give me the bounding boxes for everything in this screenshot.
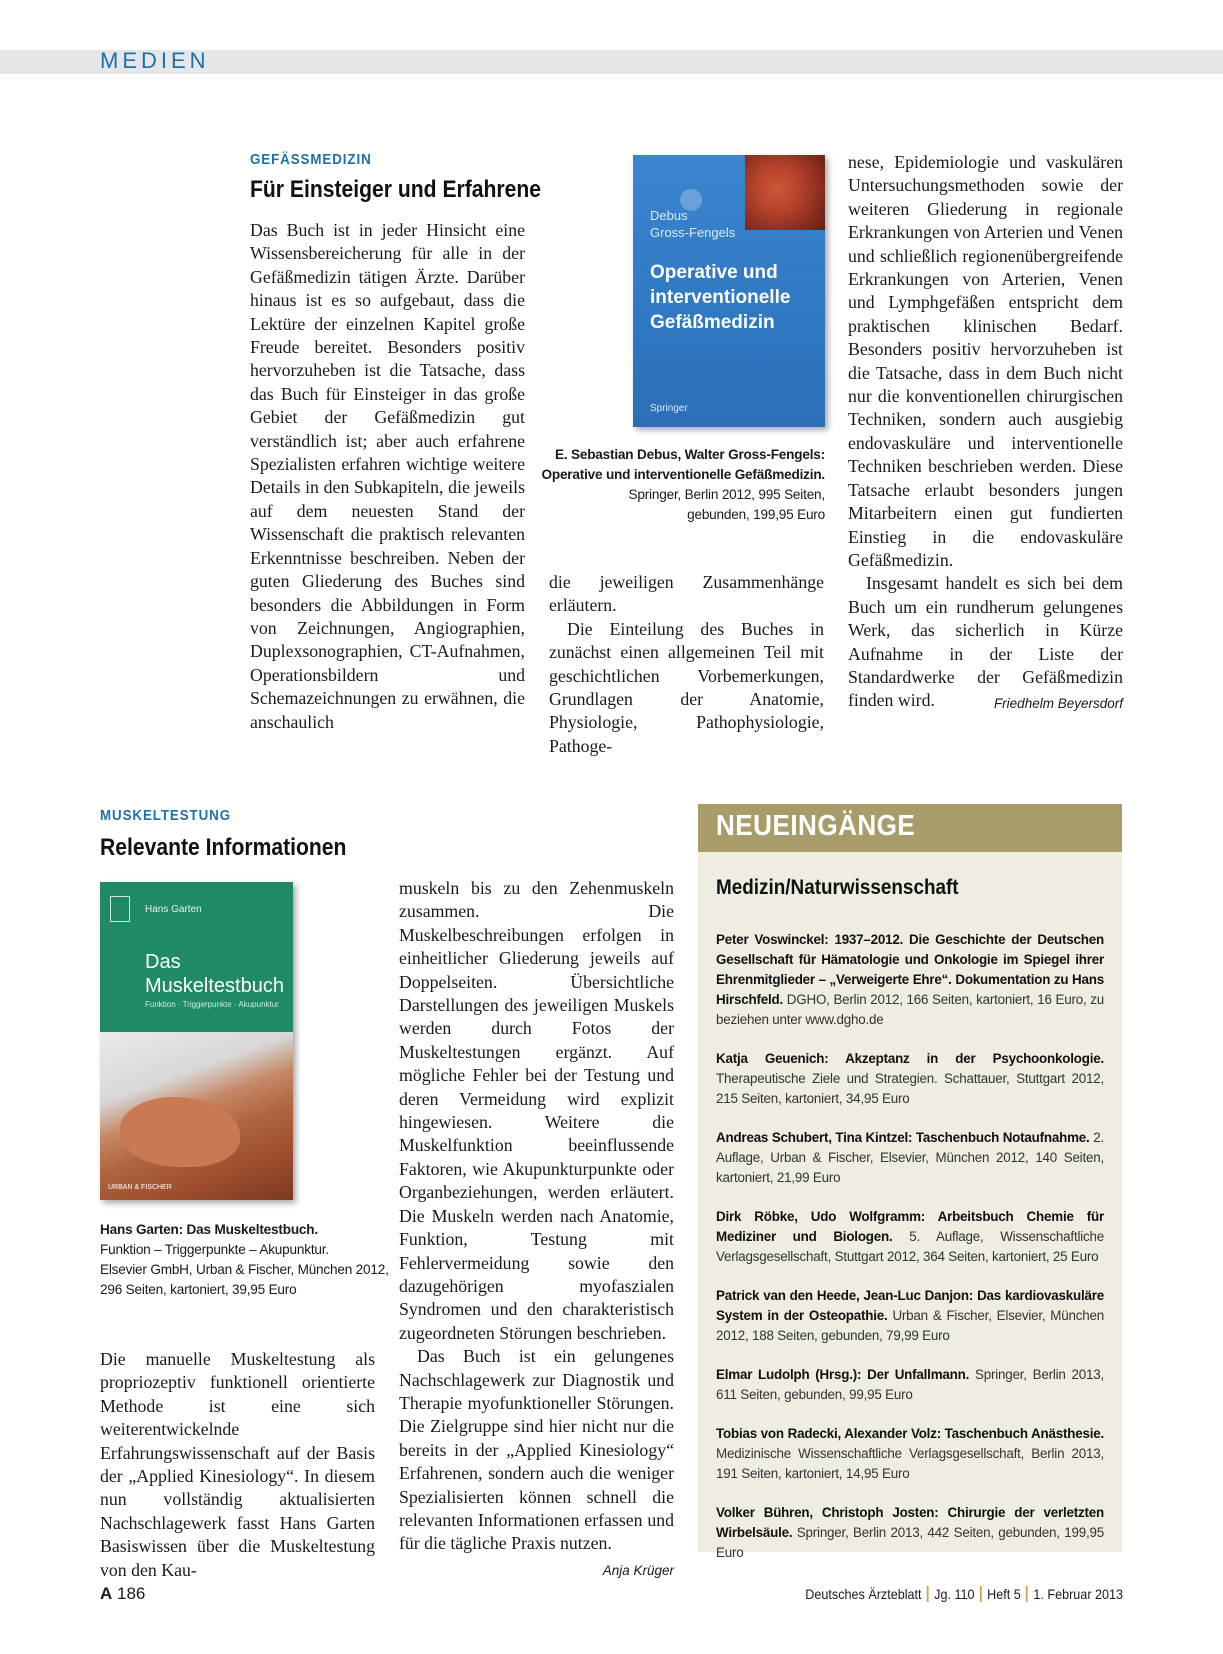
cover-title	[145, 950, 284, 998]
neueingaenge-list	[716, 930, 1104, 1582]
neueingaenge-header	[698, 804, 1122, 852]
list-item	[716, 1049, 1104, 1109]
article2-col2-para2-text: Das Buch ist ein gelungenes Nachschlagewerk zur Diagnostik und Therapie myofunktioneller Störungen. Die Zielgruppe sind hier nicht nur die bereits in der „Applied Kinesiology“ Erfahrenen, sondern auch die weniger Spezialisierten können schnell die relevanten Informationen erfassen und für die tägliche Praxis nutzen.	[399, 1346, 674, 1554]
article1-col3-para2-text: Insgesamt handelt es sich bei dem Buch um ein rundherum gelungenes Werk, das sicherlich in Kürze Aufnahme in der Liste der Standardwerke der Gefäßmedizin finden wird.	[848, 573, 1123, 711]
entry-bold: Tobias von Radecki, Alexander Volz: Taschenbuch Anästhesie.	[716, 1426, 1104, 1441]
article1-column-1	[250, 219, 525, 734]
entry-bold: Katja Geuenich: Akzeptanz in der Psychoonkologie.	[716, 1051, 1104, 1066]
cover-subtitle: Funktion · Triggerpunkte · Akupunktur	[145, 1000, 279, 1009]
entry-bold: Peter Voswinckel: 1937–2012. Die Geschichte der Deutschen Gesellschaft für Hämatologie und Onkologie im Spiegel ihrer Ehrenmitglieder – „Verweigerte Ehre“. Dokumentation zu Hans Hirschfeld.	[716, 932, 1104, 1007]
entry-details: DGHO, Berlin 2012, 166 Seiten, kartoniert, 16 Euro, zu beziehen unter www.dgho.de	[716, 992, 1104, 1027]
article1-kicker: GEFÄSSMEDIZIN	[250, 152, 372, 168]
article1-col2-para1: die jeweiligen Zusammenhänge erläutern.	[549, 572, 824, 616]
article1-column-3	[848, 151, 1123, 716]
article1-col3-para1: nese, Epidemiologie und vaskulären Untersuchungsmethoden sowie der weiteren Gliederung in regionale Erkrankungen von Arterien und Venen und schließlich regionenübergreifende Erkrankungen von Arterien, Venen und Lymphgefäßen entspricht dem praktischen klinischen Bedarf. Besonders positiv hervorzuheben ist die Tatsache, dass in dem Buch nicht nur die konventionellen chirurgischen Techniken, sondern auch ausgiebig endovaskuläre und interventionelle Techniken beschrieben werden. Diese Tatsache erlaubt besonders jungen Mitarbeitern einen gut fundierten Einstieg in die endovaskuläre Gefäßmedizin.	[848, 152, 1123, 570]
article1-col1-text: Das Buch ist in jeder Hinsicht eine Wissensbereicherung für alle in der Gefäßmedizin tätigen Ärzte. Darüber hinaus ist es so aufgebaut, dass die Lektüre der einzelnen Kapitel große Freude bereitet. Besonders positiv hervorzuheben ist die Tatsache, dass das Buch für Einsteiger in das große Gebiet der Gefäßmedizin gut verständlich ist; aber auch erfahrene Spezialisten erfahren wichtige weitere Details in den Subkapiteln, die jeweils auf dem neuesten Stand der Wissenschaft die praktisch relevanten Erkenntnisse beschreiben. Neben der guten Gliederung des Buches sind besonders die Abbildungen in Form von Zeichnungen, Angiographien, Duplexsonographien, CT-Aufnahmen, Operationsbildern und Schemazeichnungen zu erwähnen, die anschaulich	[250, 220, 525, 732]
entry-details: Therapeutische Ziele und Strategien. Schattauer, Stuttgart 2012, 215 Seiten, kartoniert, 34,95 Euro	[716, 1071, 1104, 1106]
separator	[927, 1586, 929, 1602]
article1-author: Friedhelm Beyersdorf	[993, 696, 1123, 712]
caption-title: Operative und interventionelle Gefäßmedizin.	[541, 467, 825, 482]
book-cover-gefaessmedizin	[633, 155, 825, 427]
article1-book-caption	[540, 445, 825, 525]
cover-title-line-2: Muskeltestbuch	[145, 975, 284, 997]
caption-price: 296 Seiten, kartoniert, 39,95 Euro	[100, 1282, 297, 1297]
caption-publisher: Elsevier GmbH, Urban & Fischer, München 2012,	[100, 1262, 389, 1277]
article2-col1-text: Die manuelle Muskeltestung als propriozeptiv funktionell orientierte Methode ist eine sich weiterentwickelnde Erfahrungswissenschaft auf der Basis der „Applied Kinesiology“. In diesem nun vollständig aktualisierten Nachschlagewerk fasst Hans Garten Basiswissen über die Muskeltestung von den Kau-	[100, 1349, 375, 1580]
article2-column-2	[399, 877, 674, 1582]
entry-bold: Andreas Schubert, Tina Kintzel: Taschenbuch Notaufnahme.	[716, 1130, 1090, 1145]
list-item	[716, 1128, 1104, 1188]
entry-bold: Elmar Ludolph (Hrsg.): Der Unfallmann.	[716, 1367, 970, 1382]
list-item	[716, 1503, 1104, 1563]
cover-title-line-3: Gefäßmedizin	[650, 312, 775, 333]
page-number	[100, 1584, 145, 1604]
entry-details: 5. Auflage, Wissenschaftliche Verlagsgesellschaft, Stuttgart 2012, 364 Seiten, kartoniert, 25 Euro	[716, 1229, 1105, 1264]
list-item	[716, 1286, 1104, 1346]
caption-subtitle: Funktion – Triggerpunkte – Akupunktur.	[100, 1242, 329, 1257]
cover-publisher: Springer	[650, 403, 688, 414]
list-item	[716, 1424, 1104, 1484]
article1-column-2	[549, 571, 824, 758]
article1-title: Für Einsteiger und Erfahrene	[250, 176, 542, 203]
cover-publisher: URBAN & FISCHER	[108, 1184, 172, 1191]
entry-details: Springer, Berlin 2013, 442 Seiten, gebunden, 199,95 Euro	[716, 1525, 1104, 1560]
entry-details: 2. Auflage, Urban & Fischer, Elsevier, München 2012, 140 Seiten, kartoniert, 21,99 Euro	[716, 1130, 1104, 1185]
entry-details: Medizinische Wissenschaftliche Verlagsgesellschaft, Berlin 2013, 191 Seiten, kartoniert, 14,95 Euro	[716, 1446, 1104, 1481]
cover-authors	[650, 207, 735, 241]
separator	[1026, 1586, 1028, 1602]
journal-issue: Heft 5	[987, 1586, 1021, 1602]
article2-author: Anja Krüger	[602, 1562, 674, 1578]
cover-photo	[745, 155, 825, 230]
cover-title-line-1: Das	[145, 951, 181, 973]
article2-col2-para1: muskeln bis zu den Zehenmuskeln zusammen. Die Muskelbeschreibungen erfolgen in einheitlicher Gliederung jeweils auf Doppelseiten. Übersichtliche Darstellungen des jeweiligen Muskels werden durch Fotos der Muskeltestungen ergänzt. Auf mögliche Fehler bei der Testung und deren Vermeidung wird explizit hingewiesen. Weitere die Muskelfunktion beeinflussende Faktoren, wie Akupunkturpunkte oder Organbeziehungen, werden erläutert. Die Muskeln werden nach Anatomie, Funktion, Testung mit Fehlervermeidung sowie den dazugehörigen myofaszialen Syndromen und den charakteristisch zugeordneten Störungen beschrieben.	[399, 878, 674, 1343]
list-item	[716, 1365, 1104, 1405]
elsevier-logo-icon	[110, 896, 130, 922]
entry-bold: Patrick van den Heede, Jean-Luc Danjon: Das kardiovaskuläre System in der Osteopathie.	[716, 1288, 1104, 1323]
entry-bold: Volker Bühren, Christoph Josten: Chirurgie der verletzten Wirbelsäule.	[716, 1505, 1104, 1540]
cover-title-line-2: interventionelle	[650, 287, 791, 308]
separator	[980, 1586, 982, 1602]
entry-bold: Dirk Röbke, Udo Wolfgramm: Arbeitsbuch Chemie für Mediziner und Biologen.	[716, 1209, 1104, 1244]
journal-date: 1. Februar 2013	[1033, 1586, 1123, 1602]
caption-authors: E. Sebastian Debus, Walter Gross-Fengels:	[554, 447, 825, 462]
article1-col3-para2	[848, 572, 1123, 712]
article1-col2-para2: Die Einteilung des Buches in zunächst einen allgemeinen Teil mit geschichtlichen Vorbemerkungen, Grundlagen der Anatomie, Physiologie, Pathophysiologie, Pathoge-	[549, 618, 824, 756]
entry-details: Urban & Fischer, Elsevier, München 2012, 188 Seiten, gebunden, 79,99 Euro	[716, 1308, 1104, 1343]
article2-column-1	[100, 1348, 375, 1582]
cover-author: Hans Garten	[145, 904, 202, 915]
cover-title	[650, 260, 790, 335]
cover-title-line-1: Operative und	[650, 262, 778, 283]
caption-title: Hans Garten: Das Muskeltestbuch.	[100, 1222, 318, 1237]
page-number-value: 186	[117, 1584, 146, 1603]
neueingaenge-subtitle: Medizin/Naturwissenschaft	[716, 876, 959, 899]
neueingaenge-title: NEUEINGÄNGE	[716, 810, 916, 842]
list-item	[716, 1207, 1104, 1267]
article2-col2-para2	[399, 1345, 674, 1578]
entry-details: Springer, Berlin 2013, 611 Seiten, gebunden, 99,95 Euro	[716, 1367, 1104, 1402]
journal-volume: Jg. 110	[934, 1586, 975, 1602]
article2-book-caption	[100, 1220, 390, 1300]
page-letter: A	[100, 1584, 113, 1603]
cover-author-2: Gross-Fengels	[650, 225, 736, 240]
journal-info	[805, 1586, 1123, 1602]
book-cover-muskeltestbuch	[100, 882, 293, 1200]
list-item	[716, 930, 1104, 1030]
article2-kicker: MUSKELTESTUNG	[100, 808, 232, 824]
article2-title: Relevante Informationen	[100, 834, 347, 861]
cover-author-1: Debus	[650, 208, 688, 223]
section-label: MEDIEN	[100, 48, 210, 73]
caption-price: gebunden, 199,95 Euro	[687, 507, 825, 522]
journal-name: Deutsches Ärzteblatt	[805, 1586, 922, 1602]
caption-publisher: Springer, Berlin 2012, 995 Seiten,	[628, 487, 825, 502]
neueingaenge-box	[698, 804, 1122, 1560]
